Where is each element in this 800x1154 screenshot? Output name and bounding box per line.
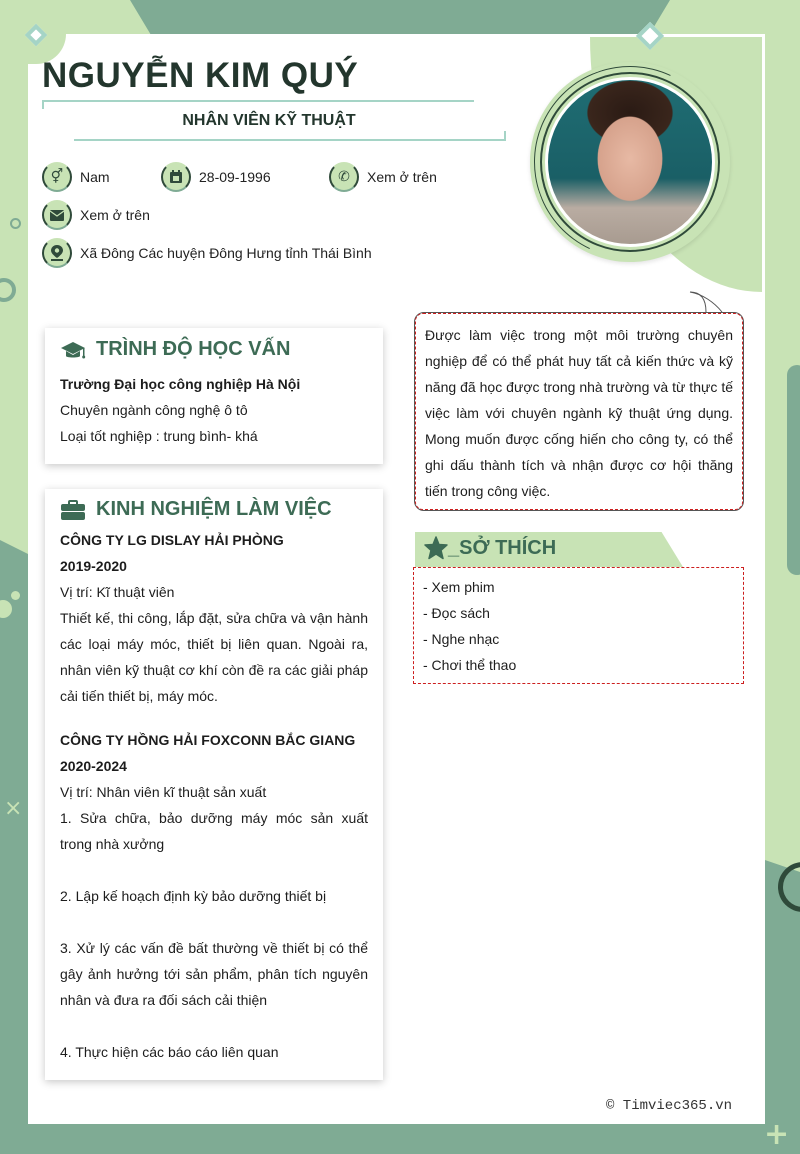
dot-icon [11,591,20,600]
experience-section [45,489,383,1080]
calendar-icon [161,162,191,192]
job-period: 2020-2024 [60,758,127,774]
list-item: - Nghe nhạc [423,631,500,647]
birthday-value: 28-09-1996 [199,169,271,185]
avatar [530,62,730,262]
decor-frame-line-top [660,34,765,37]
gender-value: Nam [80,169,110,185]
education-heading [60,338,368,361]
phone-value: Xem ở trên [367,169,437,185]
major: Chuyên ngành công nghệ ô tô [60,402,248,418]
job-position: Vị trí: Nhân viên kĩ thuật sản xuất [60,784,267,800]
job-period: 2019-2020 [60,558,127,574]
job-detail: 4. Thực hiện các báo cáo liên quan [60,1044,279,1060]
company-name: CÔNG TY LG DISLAY HẢI PHÒNG [60,532,284,548]
contact-email [42,200,150,230]
job-detail: 1. Sửa chữa, bảo dưỡng máy móc sản xuất trong nhà xưởng [60,810,368,852]
job-detail: 3. Xử lý các vấn đề bất thường về thiết bị có thể gây ảnh hưởng tới sản phẩm, phân tích nguyên nhân và đưa ra đối sách cải thiện [60,940,368,1008]
job-entry [60,527,368,709]
job-detail: Thiết kế, thi công, lắp đặt, sửa chữa và vận hành các loại máy móc, thiết bị liên quan. Ngoài ra, nhân viên kỹ thuật cơ khí còn đề ra các giải pháp cải tiến thiết bị, máy móc. [60,610,368,704]
experience-title: KINH NGHIỆM LÀM VIỆC [96,498,332,520]
school-name: Trường Đại học công nghiệp Hà Nội [60,376,301,392]
ring-icon [0,278,16,302]
decor-left-band [0,540,30,1154]
job-entry [60,727,368,1065]
job-detail: 2. Lập kế hoạch định kỳ bảo dưỡng thiết bị [60,888,327,904]
company-name: CÔNG TY HỒNG HẢI FOXCONN BẮC GIANG [60,732,356,748]
divider [504,131,506,141]
email-value: Xem ở trên [80,207,150,223]
education-title: TRÌNH ĐỘ HỌC VẤN [96,338,291,360]
briefcase-icon [60,500,86,520]
decor-frame-line [762,34,765,594]
hobby-list [413,567,744,684]
decor-right-pill [787,365,800,575]
email-icon [42,200,72,230]
contact-address [42,238,372,268]
list-item: - Đọc sách [423,605,490,621]
copyright: © Timviec365.vn [606,1098,733,1114]
star-icon [424,536,448,560]
divider [42,100,44,109]
circle-icon [10,218,21,229]
divider [74,139,506,141]
phone-icon: ✆ [329,162,359,192]
divider [42,100,474,102]
address-value: Xã Đông Các huyện Đông Hưng tỉnh Thái Bình [80,245,372,261]
experience-heading [60,498,368,521]
spacer [60,709,368,727]
graduation-cap-icon [60,340,86,360]
spacer [60,1013,368,1039]
candidate-name: NGUYỄN KIM QUÝ [42,56,359,95]
cross-icon: × [4,796,23,821]
contact-phone [329,162,437,192]
gender-icon: ⚥ [42,162,72,192]
job-position: Vị trí: Kĩ thuật viên [60,584,175,600]
list-item: - Xem phim [423,579,495,595]
job-title: NHÂN VIÊN KỸ THUẬT [182,112,356,129]
hobby-title: _SỞ THÍCH [448,536,557,559]
contact-gender [42,162,110,192]
spacer [60,909,368,935]
contact-birthday [161,162,271,192]
spacer [60,857,368,883]
decor-top-band [130,0,670,36]
avatar-photo [545,77,715,247]
decor-bottom-band [0,1124,800,1154]
location-icon [42,238,72,268]
career-objective: Được làm việc trong một môi trường chuyên nghiệp để có thể phát huy tất cả kiến thức và kỹ năng đã học được trong nhà trường và từ thực tế việc làm với chuyên ngành kỹ thuật ứng dụng. Mong muốn được cống hiến cho công ty, có thể ghi dấu thành tích và nhận được cơ hội thăng tiến trong công việc. [415,313,743,510]
speech-bubble-tail [688,290,724,314]
list-item: - Chơi thể thao [423,657,517,673]
education-section [45,328,383,464]
grade: Loại tốt nghiệp : trung bình- khá [60,428,258,444]
plus-icon: + [764,1117,790,1152]
hobby-heading [424,536,556,560]
